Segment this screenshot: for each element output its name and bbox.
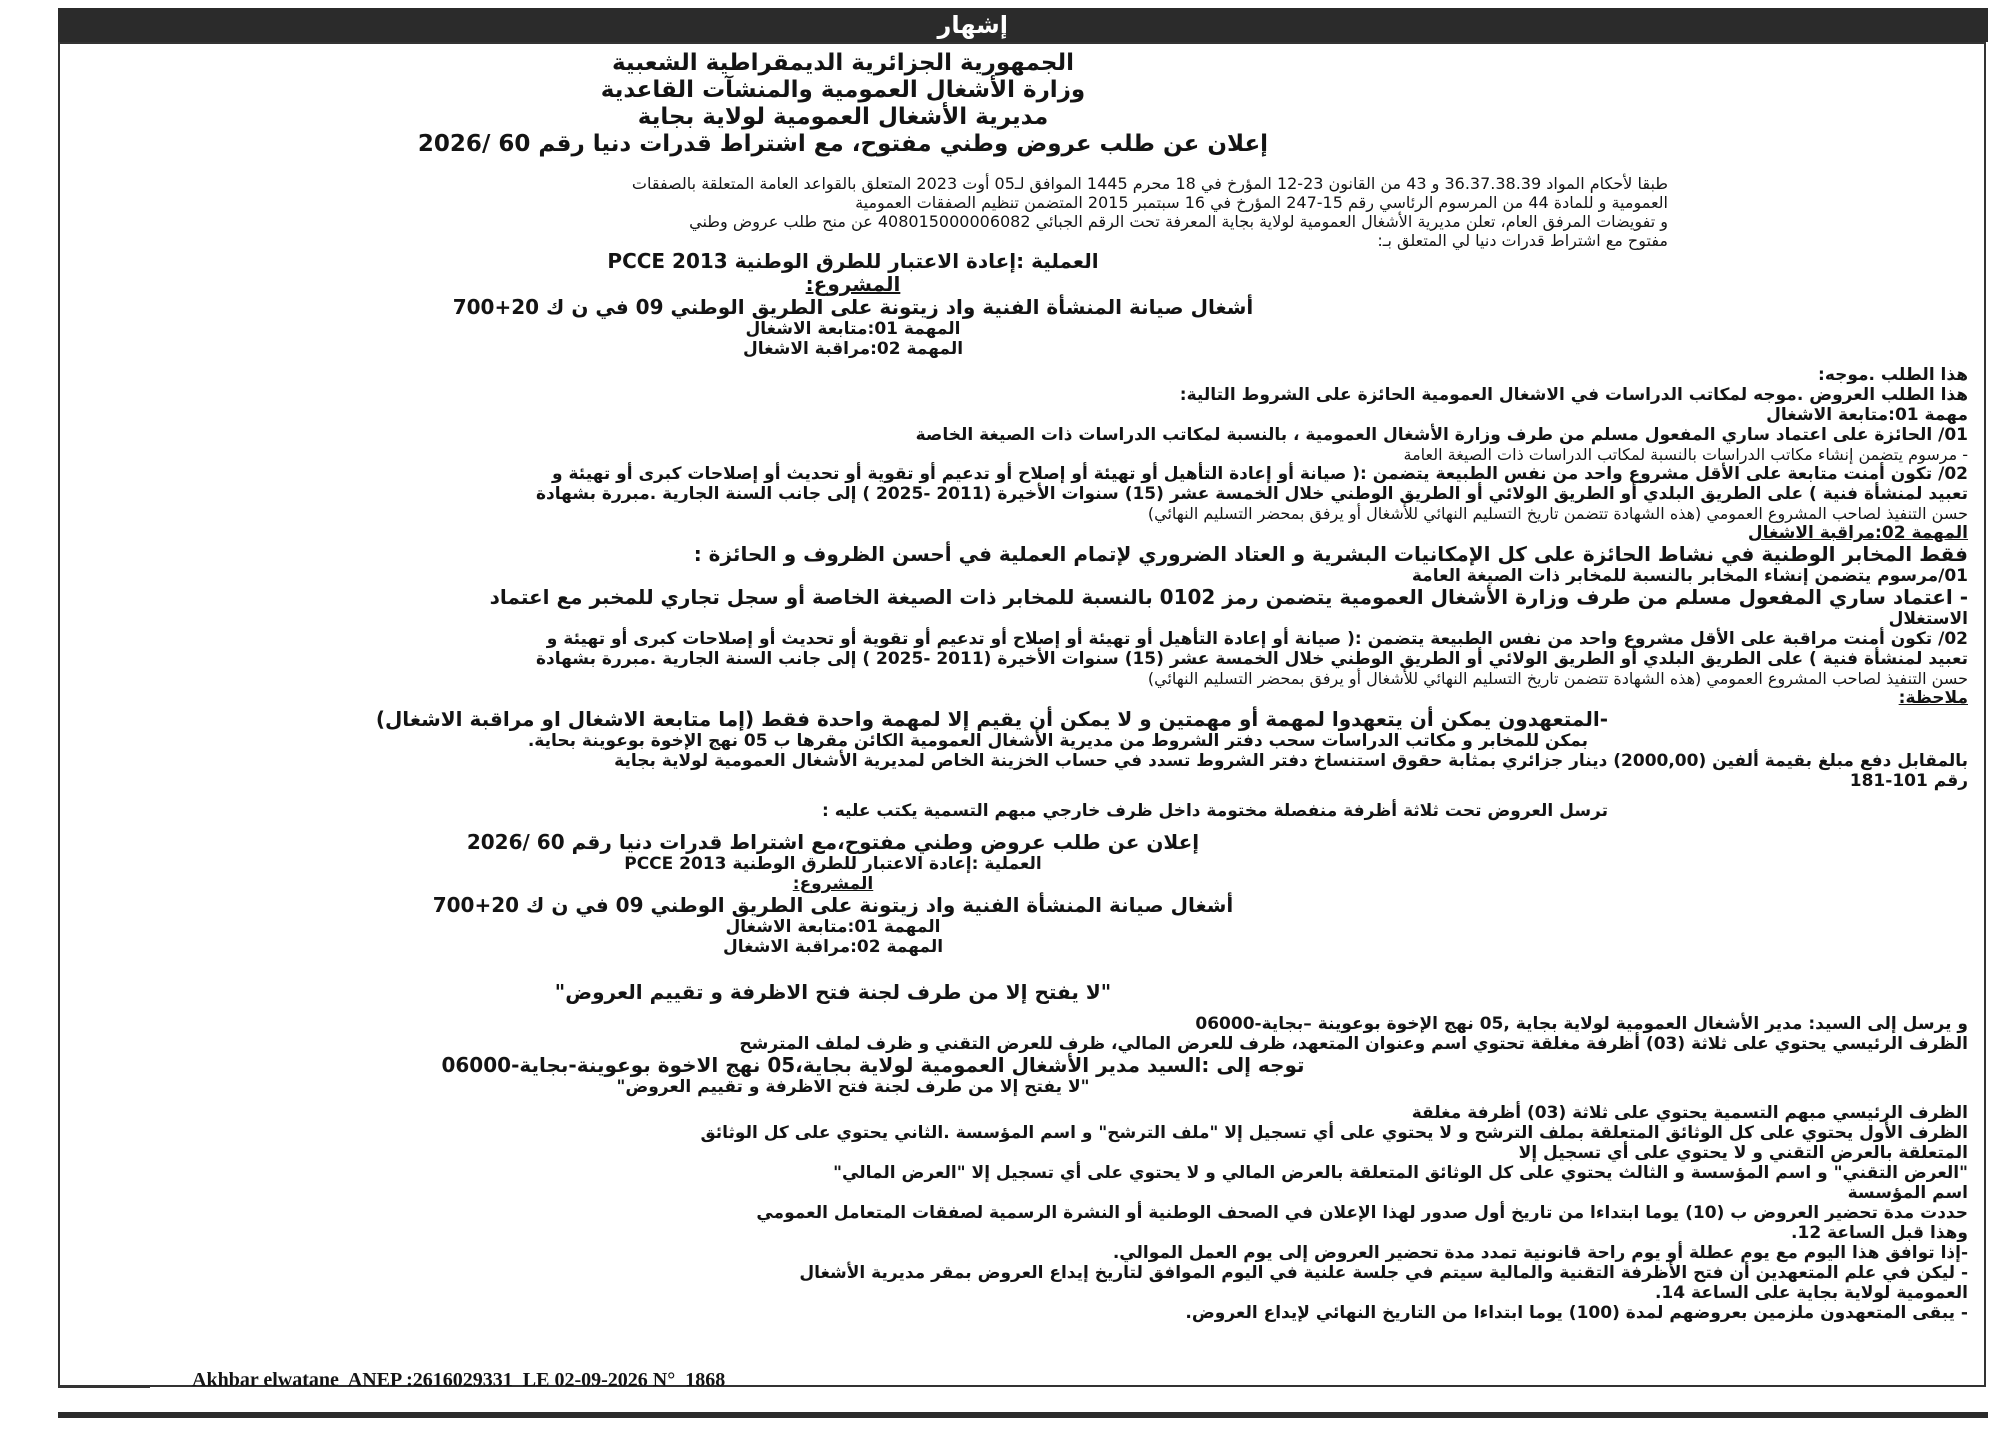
final-line: - يبقى المتعهدون ملزمين بعروضهم لمدة (100) يوما ابتداءا من التاريخ النهائي لإيداع العروض.: [1185, 1303, 1968, 1323]
final-block: [78, 1243, 1968, 1323]
banner-title: إشهار: [937, 11, 1008, 39]
bottom-bar: [58, 1412, 1988, 1418]
note-label: ملاحظة:: [1898, 688, 1968, 708]
envelope-rule: الظرف الأول يحتوي على كل الوثائق المتعلقة بملف الترشح و لا يحتوي على أي تسجيل إلا "ملف الترشح" و اسم المؤسسة .الثاني يحتوي على كل الوثائق: [700, 1123, 1968, 1143]
notice-document: [78, 50, 1968, 1380]
deadline-line: حددت مدة تحضير العروض ب (10) يوما ابتداءا من تاريخ أول صدور لهذا الإعلان في الصحف الوطنية أو النشرة الرسمية لصفقات المتعامل العمومي: [756, 1203, 1968, 1223]
republic-title: الجمهورية الجزائرية الديمقراطية الشعبية: [611, 50, 1075, 76]
send-envelopes-line: ترسل العروض تحت ثلاثة أظرفة منفصلة مختومة داخل ظرف خارجي مبهم التسمية يكتب عليه :: [821, 801, 1608, 821]
envelope-project-label: المشروع:: [792, 874, 874, 894]
envelope-rules: [78, 1103, 1968, 1203]
envelope-rule: "العرض التقني" و اسم المؤسسة و الثالث يحتوي على كل الوثائق المتعلقة بالعرض المالي و لا يحتوي على أي تسجيل إلا "العرض المالي": [833, 1163, 1968, 1183]
mission-2-item: الاستغلال: [1888, 609, 1968, 629]
ministry-title: وزارة الأشغال العمومية والمنشآت القاعدية: [600, 77, 1086, 103]
operation-title: العملية :إعادة الاعتبار للطرق الوطنية PCCE 2013: [607, 249, 1099, 273]
mission-1-item: 01/ الحائزة على اعتماد ساري المفعول مسلم من طرف وزارة الأشغال العمومية ، بالنسبة لمكاتب الدراسات ذات الصيغة الخاصة: [915, 425, 1968, 445]
final-line: -إذا توافق هذا اليوم مع يوم عطلة أو يوم راحة قانونية تمدد مدة تحضير العروض إلى يوم العمل الموالي.: [1112, 1243, 1968, 1263]
note-line: رقم 101-181: [1849, 771, 1968, 791]
task-1: المهمة 01:متابعة الاشغال: [745, 319, 961, 339]
directed-title: هذا الطلب .موجه:: [1818, 365, 1968, 385]
project-label: المشروع:: [805, 272, 901, 296]
intro-line: العمومية و للمادة 44 من المرسوم الرئاسي رقم 15-247 المؤرخ في 16 سبتمبر 2015 المتضمن تنظيم الصفقات العمومية: [855, 193, 1668, 212]
banner: [58, 8, 1988, 42]
deadline-line: وهذا قبل الساعة 12.: [1791, 1223, 1968, 1243]
intro-line: طبقا لأحكام المواد 36.37.38.39 و 43 من القانون 23-12 المؤرخ في 18 محرم 1445 الموافق لـ05 أوت 2023 المتعلق بالقواعد العامة المتعلقة بالصفقات: [631, 174, 1668, 193]
footer-rule: [58, 1386, 150, 1388]
envelope-operation: العملية :إعادة الاعتبار للطرق الوطنية PCCE 2013: [624, 854, 1042, 874]
submission-block: [78, 1014, 1968, 1054]
envelope-project-title: أشغال صيانة المنشأة الفنية واد زيتونة على الطريق الوطني 09 في ن ك 20+700: [432, 893, 1234, 917]
deadline-block: [78, 1203, 1968, 1243]
mission-2-item: فقط المخابر الوطنية في نشاط الحائزة على كل الإمكانيات البشرية و العتاد الضروري لإتمام العملية في أحسن الظروف و الحائزة :: [693, 542, 1968, 566]
project-block: [78, 250, 1628, 359]
note-line: بالمقابل دفع مبلغ بقيمة ألفين (2000,00) دينار جزائري بمثابة حقوق استنساخ دفتر الشروط تسدد في حساب الخزينة الخاص لمديرية الأشغال العمومية لولاية بجاية: [614, 751, 1968, 771]
mission-2-item: 02/ تكون أمنت مراقبة على الأقل مشروع واحد من نفس الطبيعة يتضمن :( صيانة أو إعادة التأهيل أو تهيئة أو إصلاح أو تدعيم أو تقوية أو تحديث أو إصلاحات كبرى أو تهيئة و: [546, 629, 1968, 649]
mission-2-item: حسن التنفيذ لصاحب المشروع العمومي (هذه الشهادة تتضمن تاريخ التسليم النهائي للأشغال أو يرفق بمحضر التسليم النهائي): [1147, 669, 1968, 688]
mission-1-item: 02/ تكون أمنت متابعة على الأقل مشروع واحد من نفس الطبيعة يتضمن :( صيانة أو إعادة التأهيل أو تهيئة أو إصلاح أو تدعيم أو تقوية أو تحديث أو إصلاحات كبرى أو تهيئة و: [551, 464, 1968, 484]
intro-paragraph: [78, 174, 1968, 250]
envelope-task-2: المهمة 02:مراقبة الاشغال: [722, 937, 944, 957]
mission-2-item: 01/مرسوم يتضمن إنشاء المخابر بالنسبة للمخابر ذات الصيغة العامة: [1411, 566, 1968, 586]
envelope-rule: المتعلقة بالعرض التقني و لا يحتوي على أي تسجيل إلا: [1518, 1143, 1968, 1163]
task-2: المهمة 02:مراقبة الاشغال: [742, 339, 964, 359]
header-block: [78, 50, 1608, 158]
envelope-rule: اسم المؤسسة: [1847, 1183, 1968, 1203]
mission-1-item: - مرسوم يتضمن إنشاء مكاتب الدراسات بالنسبة لمكاتب الدراسات ذات الصيغة العامة: [1403, 445, 1968, 464]
envelope-task-1: المهمة 01:متابعة الاشغال: [725, 917, 941, 937]
note-line: -المتعهدون يمكن أن يتعهدوا لمهمة أو مهمتين و لا يمكن أن يقيم إلا لمهمة واحدة فقط (إما متابعة الاشغال او مراقبة الاشغال): [375, 707, 1608, 731]
project-title: أشغال صيانة المنشأة الفنية واد زيتونة على الطريق الوطني 09 في ن ك 20+700: [452, 295, 1254, 319]
addressed-to: توجه إلى :السيد مدير الأشغال العمومية لولاية بجاية،05 نهج الاخوة بوعوينة-بجاية-06000: [441, 1053, 1305, 1077]
directed-section: [78, 365, 1968, 688]
final-line: العمومية لولاية بجاية على الساعة 14.: [1654, 1283, 1968, 1303]
envelope-announcement: إعلان عن طلب عروض وطني مفتوح،مع اشتراط قدرات دنيا رقم 60 /2026: [466, 830, 1200, 854]
envelope-label-block: [78, 831, 1588, 957]
announcement-title: إعلان عن طلب عروض وطني مفتوح، مع اشتراط قدرات دنيا رقم 60 /2026: [417, 131, 1269, 157]
mission-2-label: المهمة 02:مراقبة الاشغال: [1747, 523, 1968, 543]
intro-line: مفتوح مع اشتراط قدرات دنيا لي المتعلق بـ:: [1377, 231, 1668, 250]
mission-1-item: حسن التنفيذ لصاحب المشروع العمومي (هذه الشهادة تتضمن تاريخ التسليم النهائي للأشغال أو يرفق بمحضر التسليم النهائي): [1147, 504, 1968, 523]
mission-2-item: - اعتماد ساري المفعول مسلم من طرف وزارة الأشغال العمومية يتضمن رمز 0102 بالنسبة للمخابر ذات الصيغة الخاصة أو سجل تجاري للمخبر مع اعتماد: [489, 585, 1968, 609]
do-not-open-notice-2: "لا يفتح إلا من طرف لجنة فتح الاظرفة و تقييم العروض": [616, 1077, 1090, 1097]
submission-line: و يرسل إلى السيد: مدير الأشغال العمومية لولاية بجاية ,05 نهج الإخوة بوعوينة –بجاية-06000: [1195, 1014, 1968, 1034]
directed-line: هذا الطلب العروض .موجه لمكاتب الدراسات في الاشغال العمومية الحائزة على الشروط التالية:: [1179, 385, 1968, 405]
envelope-rule: الظرف الرئيسي مبهم التسمية يحتوي على ثلاثة (03) أظرفة مغلقة: [1411, 1103, 1968, 1123]
do-not-open-notice: "لا يفتح إلا من طرف لجنة فتح الاظرفة و تقييم العروض": [554, 980, 1112, 1004]
intro-line: و تفويضات المرفق العام، تعلن مديرية الأشغال العمومية لولاية بجاية المعرفة تحت الرقم الجبائي 408015000006082 عن منح طلب عروض وطني: [689, 212, 1668, 231]
final-line: - ليكن في علم المتعهدين أن فتح الأظرفة التقنية والمالية سيتم في جلسة علنية في اليوم الموافق لتاريخ إيداع العروض بمقر مديرية الأشغال: [799, 1263, 1968, 1283]
directorate-title: مديرية الأشغال العمومية لولاية بجاية: [637, 104, 1049, 130]
mission-1-item: تعبيد لمنشأة فنية ) على الطريق البلدي أو الطريق الولائي أو الطريق الوطني خلال الخمسة عشر (15) سنوات الأخيرة (2011 -2025 ) إلى جانب السنة الجارية .مبررة بشهادة: [535, 484, 1968, 504]
note-line: بمكن للمخابر و مكاتب الدراسات سحب دفتر الشروط من مديرية الأشغال العمومية الكائن مقرها ب 05 نهج الإخوة بوعوينة بحاية.: [527, 731, 1588, 751]
mission-2-item: تعبيد لمنشأة فنية ) على الطريق البلدي أو الطريق الولائي أو الطريق الوطني خلال الخمسة عشر (15) سنوات الأخيرة (2011 -2025 ) إلى جانب السنة الجارية .مبررة بشهادة: [535, 649, 1968, 669]
mission-1-label: مهمة 01:متابعة الاشغال: [1766, 405, 1968, 425]
submission-line: الظرف الرئيسي يحتوي على ثلاثة (03) أظرفة مغلقة تحتوي اسم وعنوان المتعهد، ظرف للعرض المالي، ظرف للعرض التقني و ظرف لملف المترشح: [739, 1034, 1968, 1054]
note-section: [78, 688, 1968, 791]
publication-footer: Akhbar elwatane ANEP :2616029331 LE 02-09-2026 N° 1868: [192, 1369, 726, 1391]
